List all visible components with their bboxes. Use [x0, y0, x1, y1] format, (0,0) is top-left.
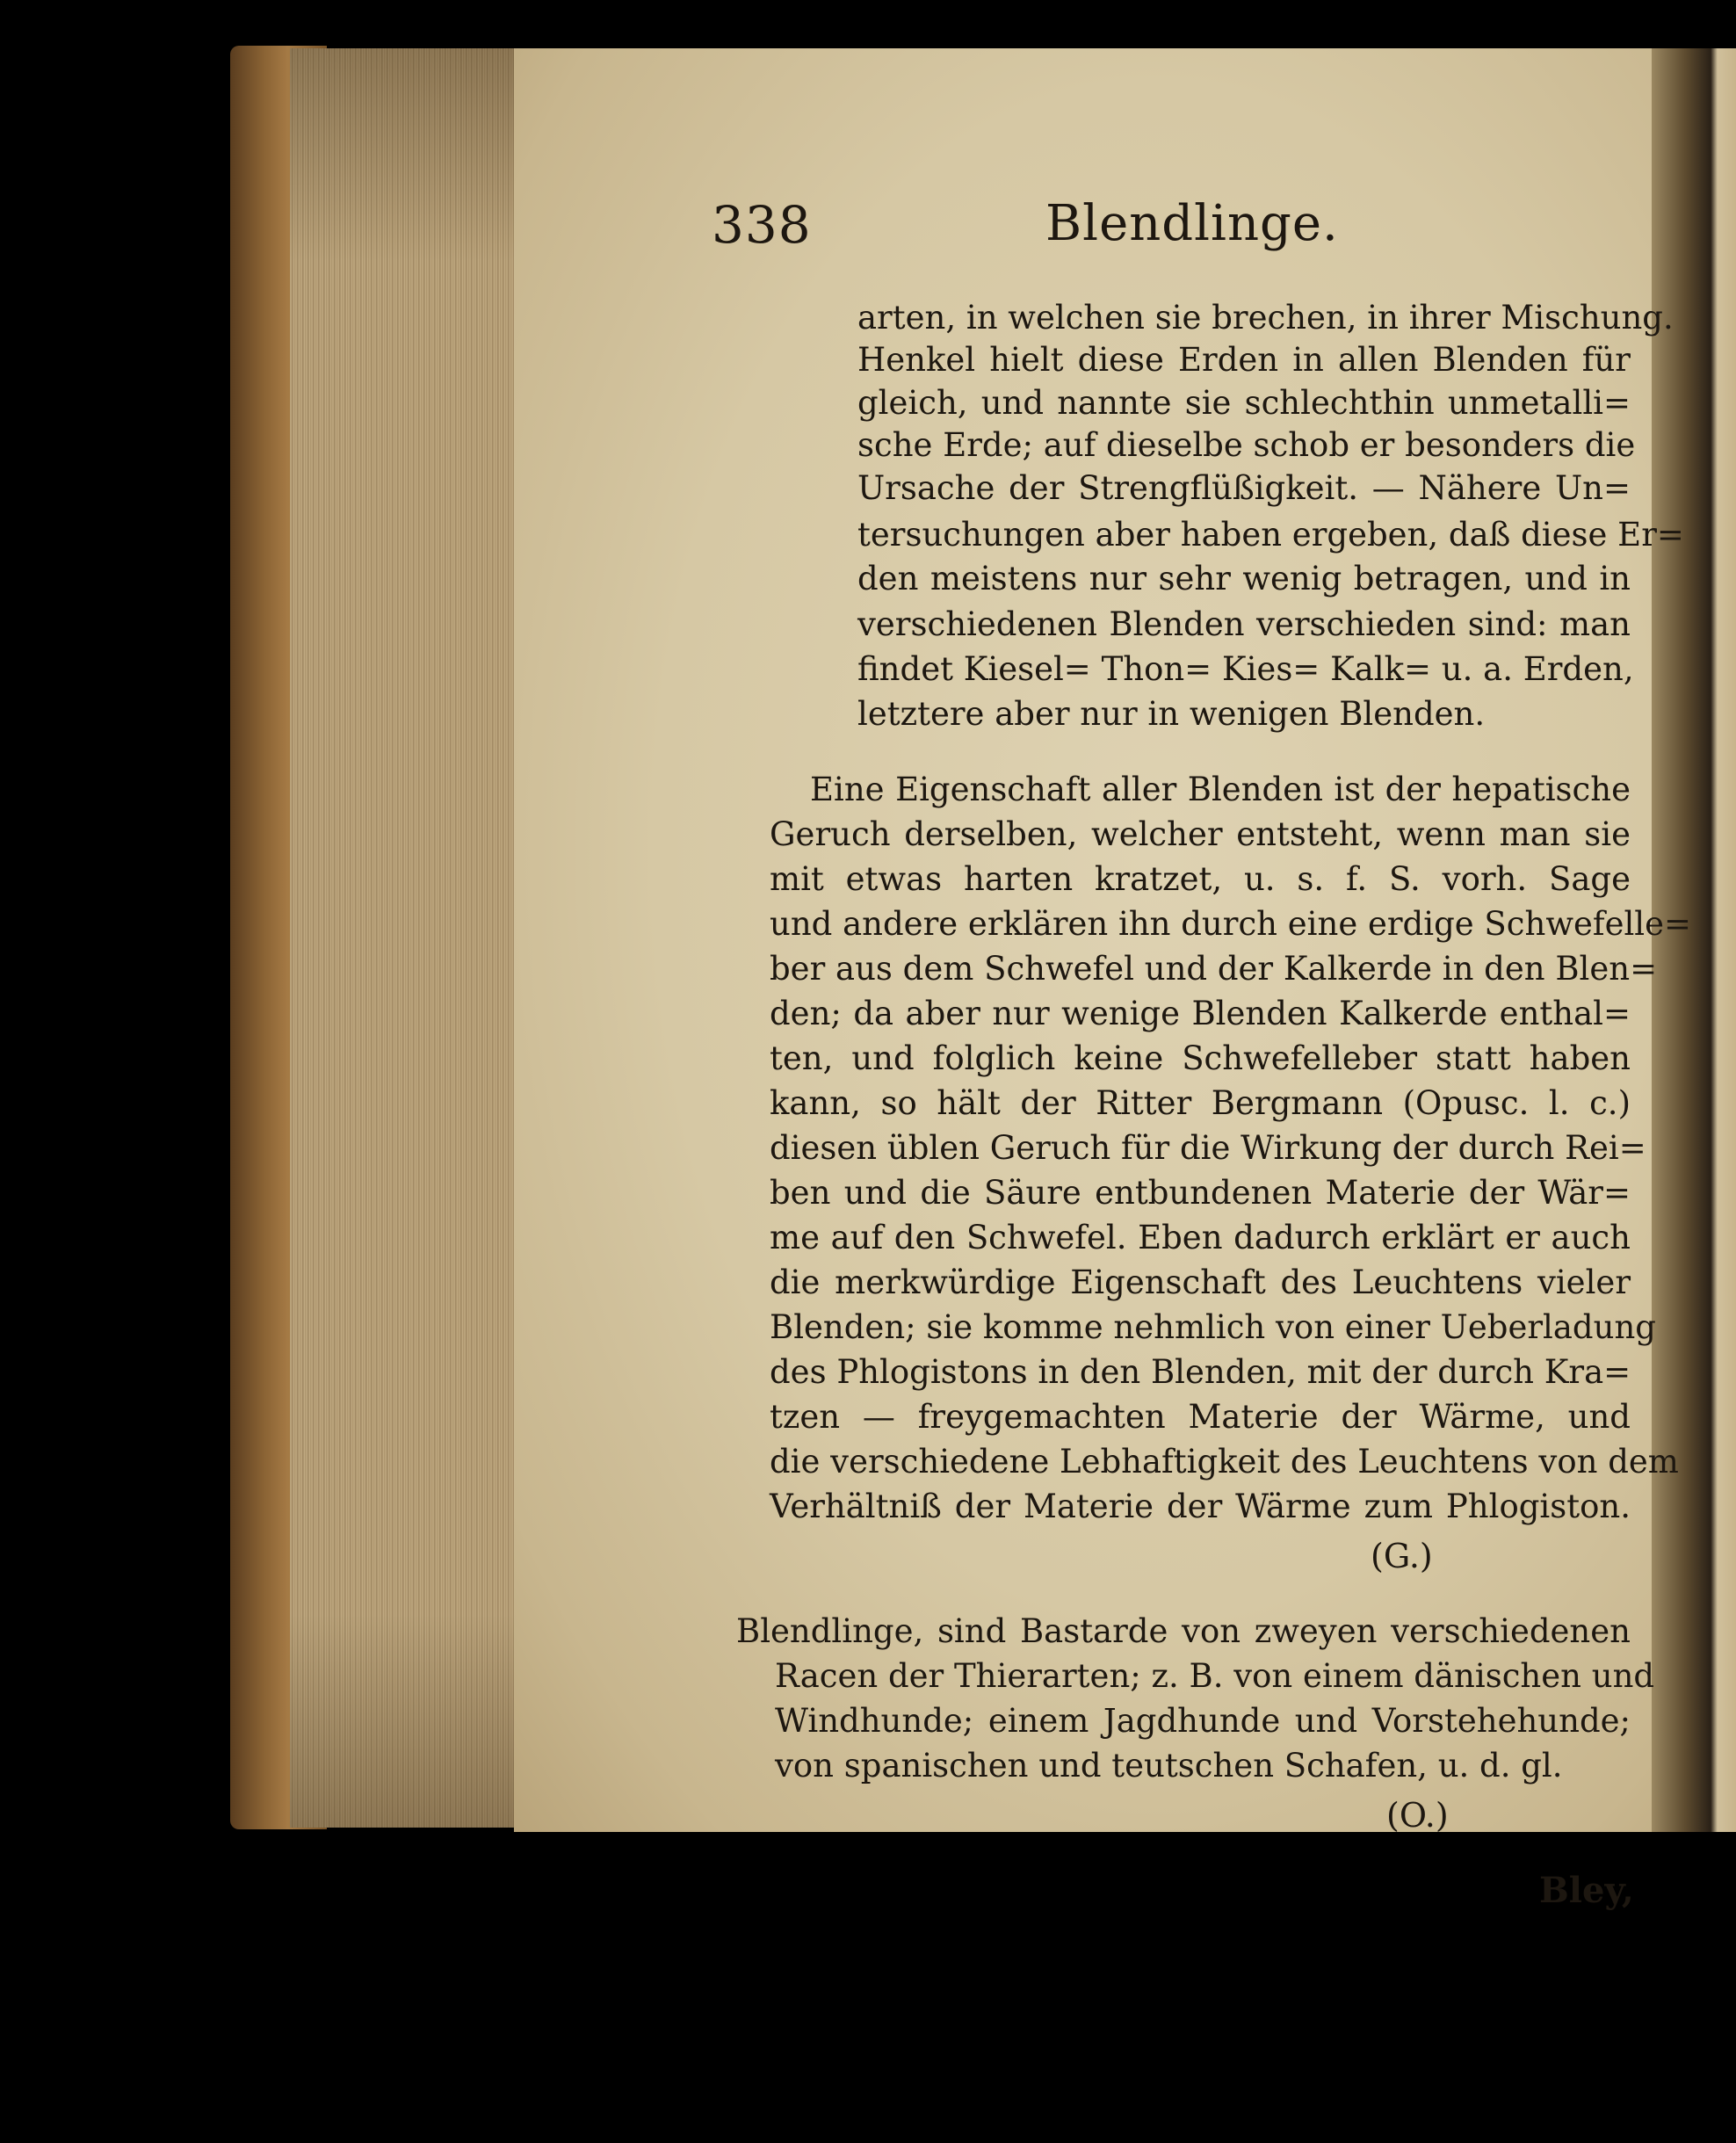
text-line: ben und die Säure entbundenen Materie der Wär= [770, 1174, 1631, 1212]
text-line: Windhunde; einem Jagdhunde und Vorstehehunde; [775, 1702, 1631, 1740]
text-line: und andere erklären ihn durch eine erdige Schwefelle= [770, 905, 1692, 943]
text-line: findet Kiesel= Thon= Kies= Kalk= u. a. Erden, [857, 650, 1634, 688]
text-line: Ursache der Strengflüßigkeit. — Nähere Un= [857, 469, 1631, 507]
text-line: kann, so hält der Ritter Bergmann (Opusc. l. c.) [770, 1084, 1631, 1122]
author-signature: (O.) [1386, 1796, 1449, 1835]
author-signature: (G.) [1371, 1537, 1433, 1575]
text-line: von spanischen und teutschen Schafen, u. d. gl. [775, 1747, 1563, 1785]
text-line: Eine Eigenschaft aller Blenden ist der hepatische [810, 771, 1631, 808]
entry-line: Blendlinge, sind Bastarde von zweyen verschiedenen [736, 1612, 1631, 1650]
text-line: verschiedenen Blenden verschieden sind: man [857, 605, 1631, 643]
text-line: des Phlogistons in den Blenden, mit der durch Kra= [770, 1353, 1631, 1391]
text-line: Henkel hielt diese Erden in allen Blenden für [857, 341, 1631, 379]
text-line: gleich, und nannte sie schlechthin unmetalli= [857, 384, 1631, 422]
page-number: 338 [712, 195, 812, 255]
text-line: mit etwas harten kratzet, u. s. f. S. vorh. Sage [770, 860, 1631, 898]
text-line: me auf den Schwefel. Eben dadurch erklärt er auch [770, 1219, 1631, 1256]
text-line: ber aus dem Schwefel und der Kalkerde in den Blen= [770, 950, 1658, 988]
text-line: Geruch derselben, welcher entsteht, wenn man sie [770, 815, 1631, 853]
running-head: Blendlinge. [1045, 195, 1339, 252]
text-line: Blenden; sie komme nehmlich von einer Ueberladung [770, 1308, 1656, 1346]
text-line: die merkwürdige Eigenschaft des Leuchtens vieler [770, 1263, 1631, 1301]
text-line: diesen üblen Geruch für die Wirkung der durch Rei= [770, 1129, 1646, 1167]
text-line: den meistens nur sehr wenig betragen, und in [857, 560, 1631, 597]
text-line: Verhältniß der Materie der Wärme zum Phlogiston. [770, 1488, 1631, 1525]
text-line: ten, und folglich keine Schwefelleber statt haben [770, 1039, 1631, 1077]
text-line: tersuchungen aber haben ergeben, daß diese Er= [857, 516, 1684, 554]
text-line: arten, in welchen sie brechen, in ihrer Mischung. [857, 299, 1674, 337]
text-line: letztere aber nur in wenigen Blenden. [857, 695, 1486, 733]
text-line: den; da aber nur wenige Blenden Kalkerde enthal= [770, 995, 1631, 1032]
text-line: Racen der Thierarten; z. B. von einem dänischen und [775, 1657, 1655, 1695]
catchword: Bley, [1539, 1870, 1634, 1911]
text-line: tzen — freygemachten Materie der Wärme, und [770, 1398, 1631, 1436]
text-line: sche Erde; auf dieselbe schob er besonders die [857, 426, 1636, 464]
text-line: die verschiedene Lebhaftigkeit des Leuchtens von dem [770, 1443, 1679, 1481]
